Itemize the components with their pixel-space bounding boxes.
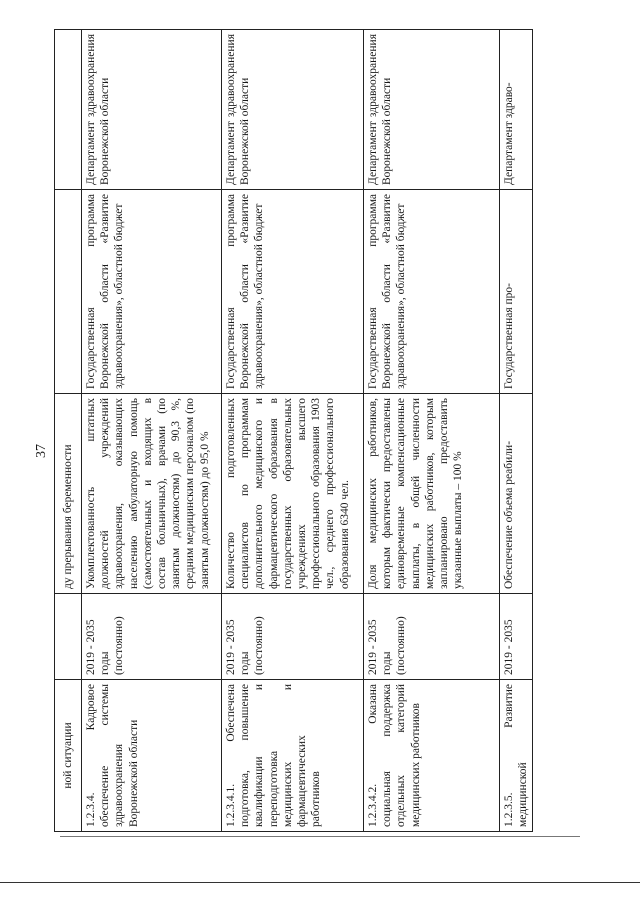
table-row — [222, 30, 364, 832]
cell-measure: 1.2.3.4. Кадровое обеспечение системы здравоохранения Воронежской области — [82, 680, 222, 832]
cell-period: 2019 - 2035 годы (постоянно) — [364, 594, 500, 680]
cell-executor: Департамент здраво- — [500, 30, 533, 190]
cell-period: 2019 - 2035 — [500, 594, 533, 680]
measures-table — [54, 29, 533, 832]
cell-result: Обеспечение объема реабили- — [500, 394, 533, 594]
cell-source: Государственная программа Воронежской области «Развитие здравоохранения», областной бюджет — [82, 190, 222, 394]
cell-source: Государственная программа Воронежской области «Развитие здравоохранения», областной бюджет — [364, 190, 500, 394]
header-cell-source — [55, 190, 82, 394]
table-row — [364, 30, 500, 832]
cell-measure: 1.2.3.4.2. Оказана социальная поддержка отдельных категорий медицинских работников — [364, 680, 500, 832]
table-header-row — [55, 30, 82, 832]
page-bottom-rule — [0, 882, 640, 883]
header-cell-result: ду прерывания беременности — [55, 394, 82, 594]
cell-measure: 1.2.3.5. Развитие медицинской — [500, 680, 533, 832]
cell-executor: Департамент здравоохранения Воронежской области — [82, 30, 222, 190]
cell-result: Доля медицинских работников, которым фактически предоставлены единовременные компенсационные выплаты, в общей численности медицинских работников, которым запланировано предоставить указанные выплаты – 100 % — [364, 394, 500, 594]
cell-result: Количество подготовленных специалистов по программам дополнительного медицинского и фармацевтического образования в государственных образовательных учреждениях высшего профессионального образования 1903 чел., среднего профессионального образования 6340 чел. — [222, 394, 364, 594]
header-cell-executor — [55, 30, 82, 190]
rotated-page-content — [54, 30, 584, 832]
cell-source: Государственная про- — [500, 190, 533, 394]
cell-executor: Департамент здравоохранения Воронежской области — [222, 30, 364, 190]
cell-period: 2019 - 2035 годы (постоянно) — [82, 594, 222, 680]
table-row — [82, 30, 222, 832]
header-cell-period — [55, 594, 82, 680]
table-row — [500, 30, 533, 832]
header-cell-measure: ной ситуации — [55, 680, 82, 832]
scan-edge-line — [60, 836, 580, 837]
cell-result: Укомплектованность штатных должностей учреждений здравоохранения, оказывающих населению амбулаторную помощь (самостоятельных и входящих в состав больничных), врачами (по занятым должностям) до 90,3 %, средним медицинским персоналом (по занятым должностям) до 95,0 % — [82, 394, 222, 594]
cell-source: Государственная программа Воронежской области «Развитие здравоохранения», областной бюджет — [222, 190, 364, 394]
cell-executor: Департамент здравоохранения Воронежской области — [364, 30, 500, 190]
cell-measure: 1.2.3.4.1. Обеспечена подготовка, повышение квалификации и переподготовка медицинских и фармацевтических работников — [222, 680, 364, 832]
page-number: 37 — [34, 444, 49, 458]
cell-period: 2019 - 2035 годы (постоянно) — [222, 594, 364, 680]
